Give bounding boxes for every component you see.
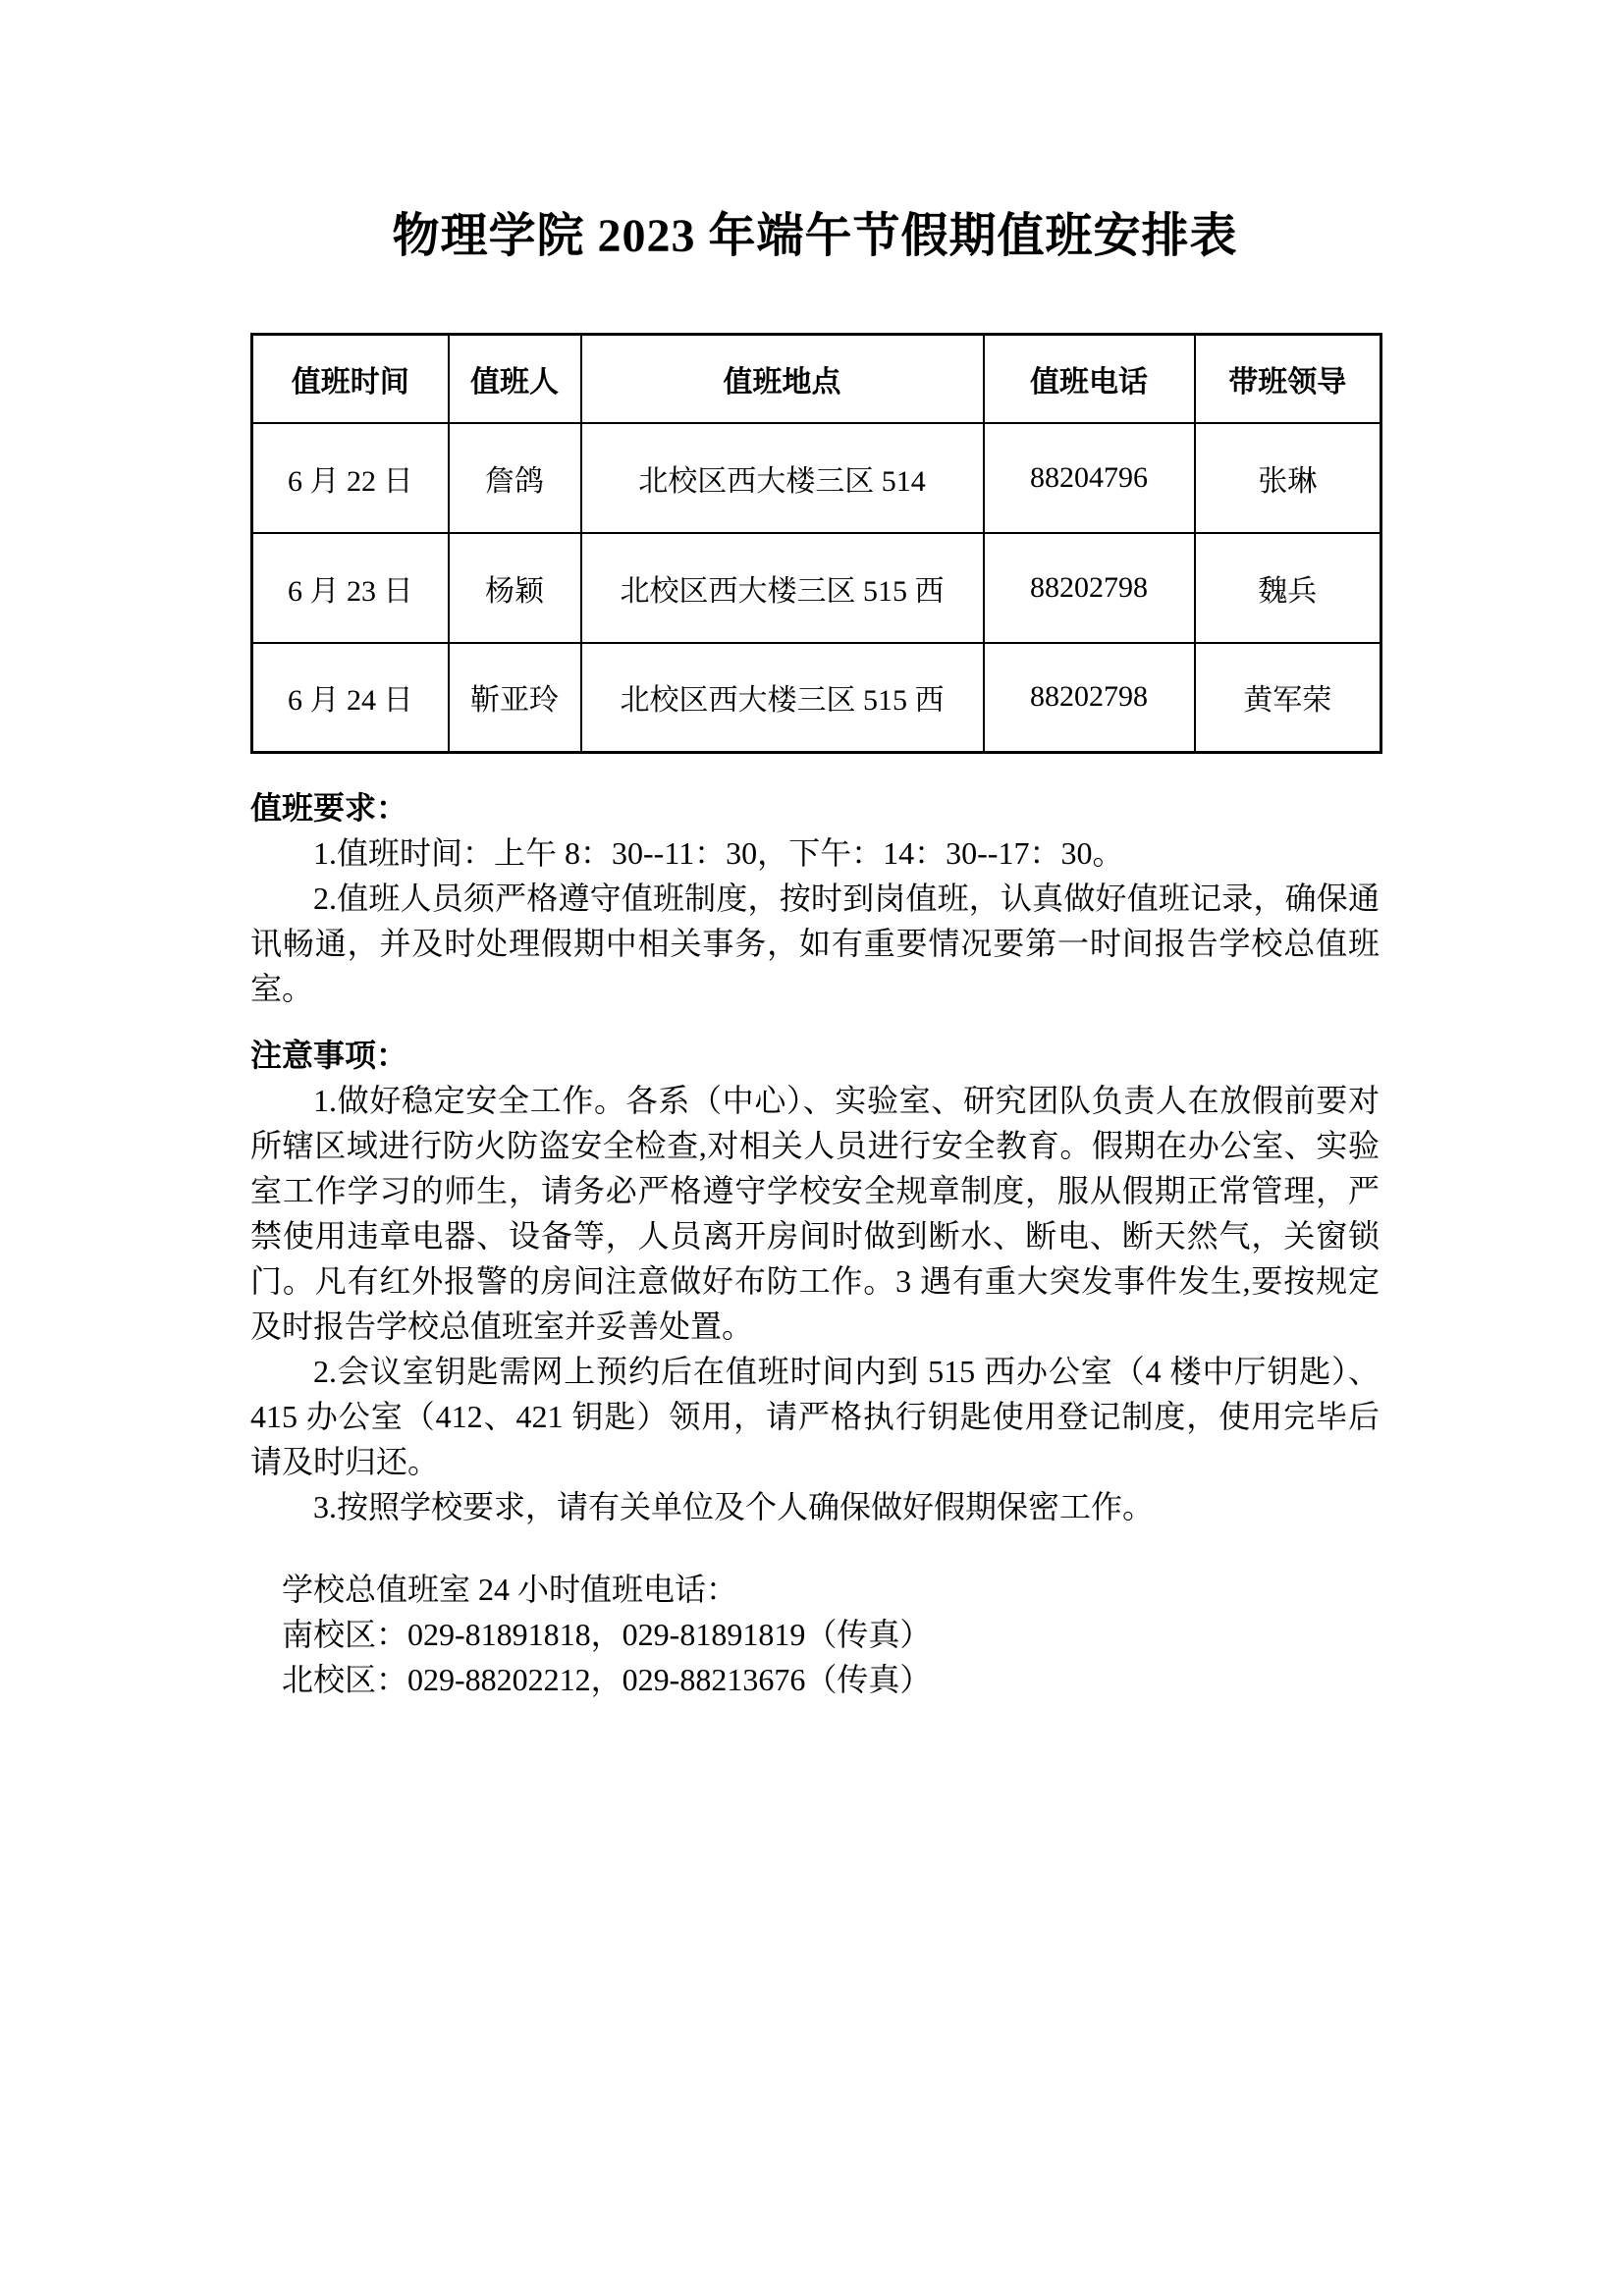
cell-duty-phone: 88202798 — [984, 533, 1195, 643]
contact-line-south-campus: 南校区：029-81891818，029-81891819（传真） — [282, 1617, 932, 1652]
cell-duty-date: 6 月 23 日 — [252, 533, 449, 643]
note-item-1: 1.做好稳定安全工作。各系（中心）、实验室、研究团队负责人在放假前要对所辖区域进行防火防盗安全检查,对相关人员进行安全教育。假期在办公室、实验室工作学习的师生，请务必严格遵守学校安全规章制度，服从假期正常管理，严禁使用违章电器、设备等，人员离开房间时做到断水、断电、断天然气，关窗锁门。凡有红外报警的房间注意做好布防工作。3 遇有重大突发事件发生,要按规定及时报告学校总值班室并妥善处置。 — [250, 1083, 1380, 1344]
cell-duty-leader: 张琳 — [1195, 423, 1381, 533]
table-row — [252, 423, 1381, 533]
contact-title: 学校总值班室 24 小时值班电话： — [282, 1572, 738, 1607]
duty-requirements-section — [250, 785, 1380, 1011]
requirements-heading: 值班要求： — [250, 790, 408, 826]
cell-duty-leader: 魏兵 — [1195, 533, 1381, 643]
cell-duty-phone: 88204796 — [984, 423, 1195, 533]
header-duty-person: 值班人 — [449, 335, 581, 423]
table-row — [252, 533, 1381, 643]
note-item-2: 2.会议室钥匙需网上预约后在值班时间内到 515 西办公室（4 楼中厅钥匙）、415 办公室（412、421 钥匙）领用，请严格执行钥匙使用登记制度，使用完毕后请及时归还。 — [250, 1354, 1380, 1479]
cell-duty-phone: 88202798 — [984, 643, 1195, 753]
contact-section — [250, 1567, 1380, 1702]
cell-duty-location: 北校区西大楼三区 514 — [581, 423, 984, 533]
contact-line-north-campus: 北校区：029-88202212，029-88213676（传真） — [282, 1662, 932, 1697]
cell-duty-leader: 黄军荣 — [1195, 643, 1381, 753]
note-item-3: 3.按照学校要求，请有关单位及个人确保做好假期保密工作。 — [313, 1489, 1155, 1524]
cell-duty-date: 6 月 22 日 — [252, 423, 449, 533]
table-header-row — [252, 335, 1381, 423]
notes-section — [250, 1033, 1380, 1529]
header-duty-date: 值班时间 — [252, 335, 449, 423]
cell-duty-location: 北校区西大楼三区 515 西 — [581, 643, 984, 753]
header-duty-location: 值班地点 — [581, 335, 984, 423]
notes-heading: 注意事项： — [250, 1038, 408, 1073]
header-duty-phone: 值班电话 — [984, 335, 1195, 423]
cell-duty-location: 北校区西大楼三区 515 西 — [581, 533, 984, 643]
requirement-item-1: 1.值班时间：上午 8：30--11：30，下午：14：30--17：30。 — [313, 835, 1124, 871]
cell-duty-date: 6 月 24 日 — [252, 643, 449, 753]
document-title: 物理学院 2023 年端午节假期值班安排表 — [392, 210, 1238, 262]
cell-duty-person: 詹鸽 — [449, 423, 581, 533]
cell-duty-person: 杨颖 — [449, 533, 581, 643]
duty-schedule-table — [250, 333, 1382, 754]
table-row — [252, 643, 1381, 753]
header-duty-leader: 带班领导 — [1195, 335, 1381, 423]
requirement-item-2: 2.值班人员须严格遵守值班制度，按时到岗值班，认真做好值班记录，确保通讯畅通，并及时处理假期中相关事务，如有重要情况要第一时间报告学校总值班室。 — [250, 881, 1380, 1006]
cell-duty-person: 靳亚玲 — [449, 643, 581, 753]
